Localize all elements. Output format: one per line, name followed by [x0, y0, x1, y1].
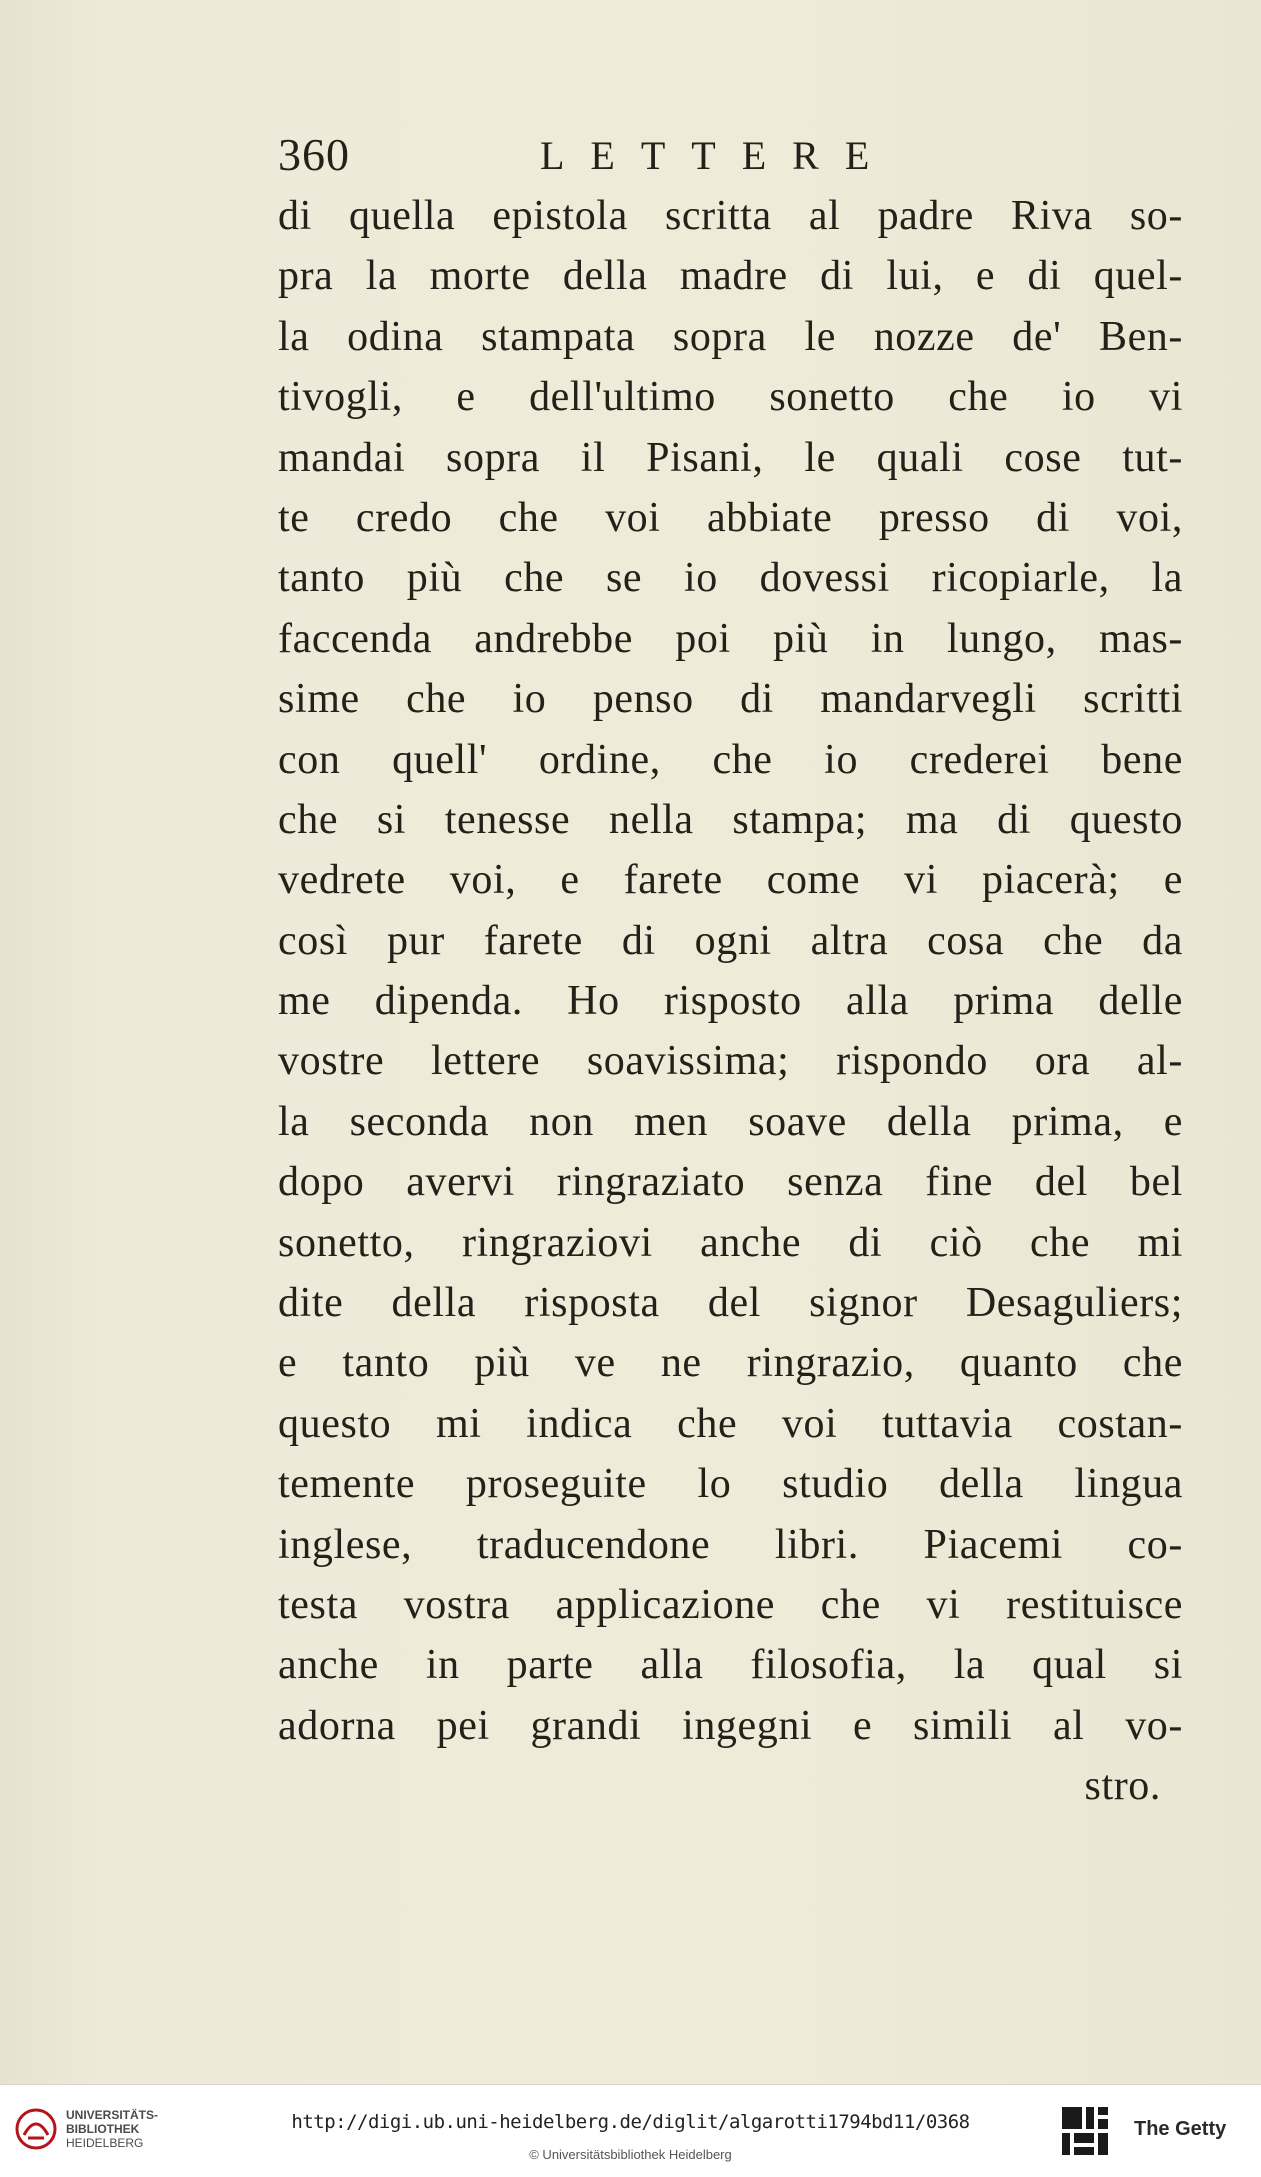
text-line: mandai sopra il Pisani, le quali cose tut-: [278, 434, 1183, 481]
body-text: [278, 186, 1183, 1817]
getty-logo-icon[interactable]: [1060, 2105, 1110, 2159]
text-line: questo mi indica che voi tuttavia costan-: [278, 1400, 1183, 1447]
text-line: vedrete voi, e farete come vi piacerà; e: [278, 857, 1183, 904]
copyright-notice: © Universitätsbibliothek Heidelberg: [529, 2147, 732, 2162]
text-line: tivogli, e dell'ultimo sonetto che io vi: [278, 374, 1183, 421]
text-line: tanto più che se io dovessi ricopiarle, la: [278, 555, 1183, 602]
text-line: vostre lettere soavissima; rispondo ora al-: [278, 1038, 1183, 1085]
library-name-line: UNIVERSITÄTS-: [66, 2108, 159, 2122]
text-line: testa vostra applicazione che vi restituisce: [278, 1581, 1183, 1628]
text-line: con quell' ordine, che io crederei bene: [278, 736, 1183, 783]
text-line: faccenda andrebbe poi più in lungo, mas-: [278, 615, 1183, 662]
text-line: te credo che voi abbiate presso di voi,: [278, 494, 1183, 541]
text-line: così pur farete di ogni altra cosa che da: [278, 917, 1183, 964]
text-line: dopo avervi ringraziato senza fine del bel: [278, 1159, 1183, 1206]
text-line: me dipenda. Ho risposto alla prima delle: [278, 978, 1183, 1025]
text-line: dite della risposta del signor Desaguliers;: [278, 1280, 1183, 1327]
permalink-url[interactable]: http://digi.ub.uni-heidelberg.de/diglit/algarotti1794bd11/0368: [291, 2111, 970, 2133]
viewer-footer: [0, 2084, 1261, 2177]
text-line: che si tenesse nella stampa; ma di questo: [278, 796, 1183, 843]
text-line: la seconda non men soave della prima, e: [278, 1098, 1183, 1145]
running-title: LETTERE: [540, 133, 896, 178]
partner-name: The Getty: [1134, 2118, 1227, 2140]
text-line: inglese, traducendone libri. Piacemi co-: [278, 1521, 1183, 1568]
text-line: anche in parte alla filosofia, la qual si: [278, 1642, 1183, 1689]
catchword: stro.: [1084, 1763, 1161, 1810]
page-number: 360: [278, 129, 350, 180]
library-name-line: BIBLIOTHEK: [66, 2122, 140, 2136]
text-line: la odina stampata sopra le nozze de' Ben-: [278, 313, 1183, 360]
text-line: di quella epistola scritta al padre Riva so-: [278, 193, 1183, 239]
text-line: e tanto più ve ne ringrazio, quanto che: [278, 1340, 1183, 1387]
text-line: pra la morte della madre di lui, e di quel-: [278, 253, 1183, 300]
text-line: sonetto, ringraziovi anche di ciò che mi: [278, 1219, 1183, 1266]
library-city: HEIDELBERG: [66, 2136, 144, 2150]
page-header: [278, 128, 1208, 188]
text-line: temente proseguite lo studio della lingua: [278, 1461, 1183, 1508]
text-line: adorna pei grandi ingegni e simili al vo-: [278, 1702, 1183, 1749]
text-line: sime che io penso di mandarvegli scritti: [278, 676, 1183, 723]
